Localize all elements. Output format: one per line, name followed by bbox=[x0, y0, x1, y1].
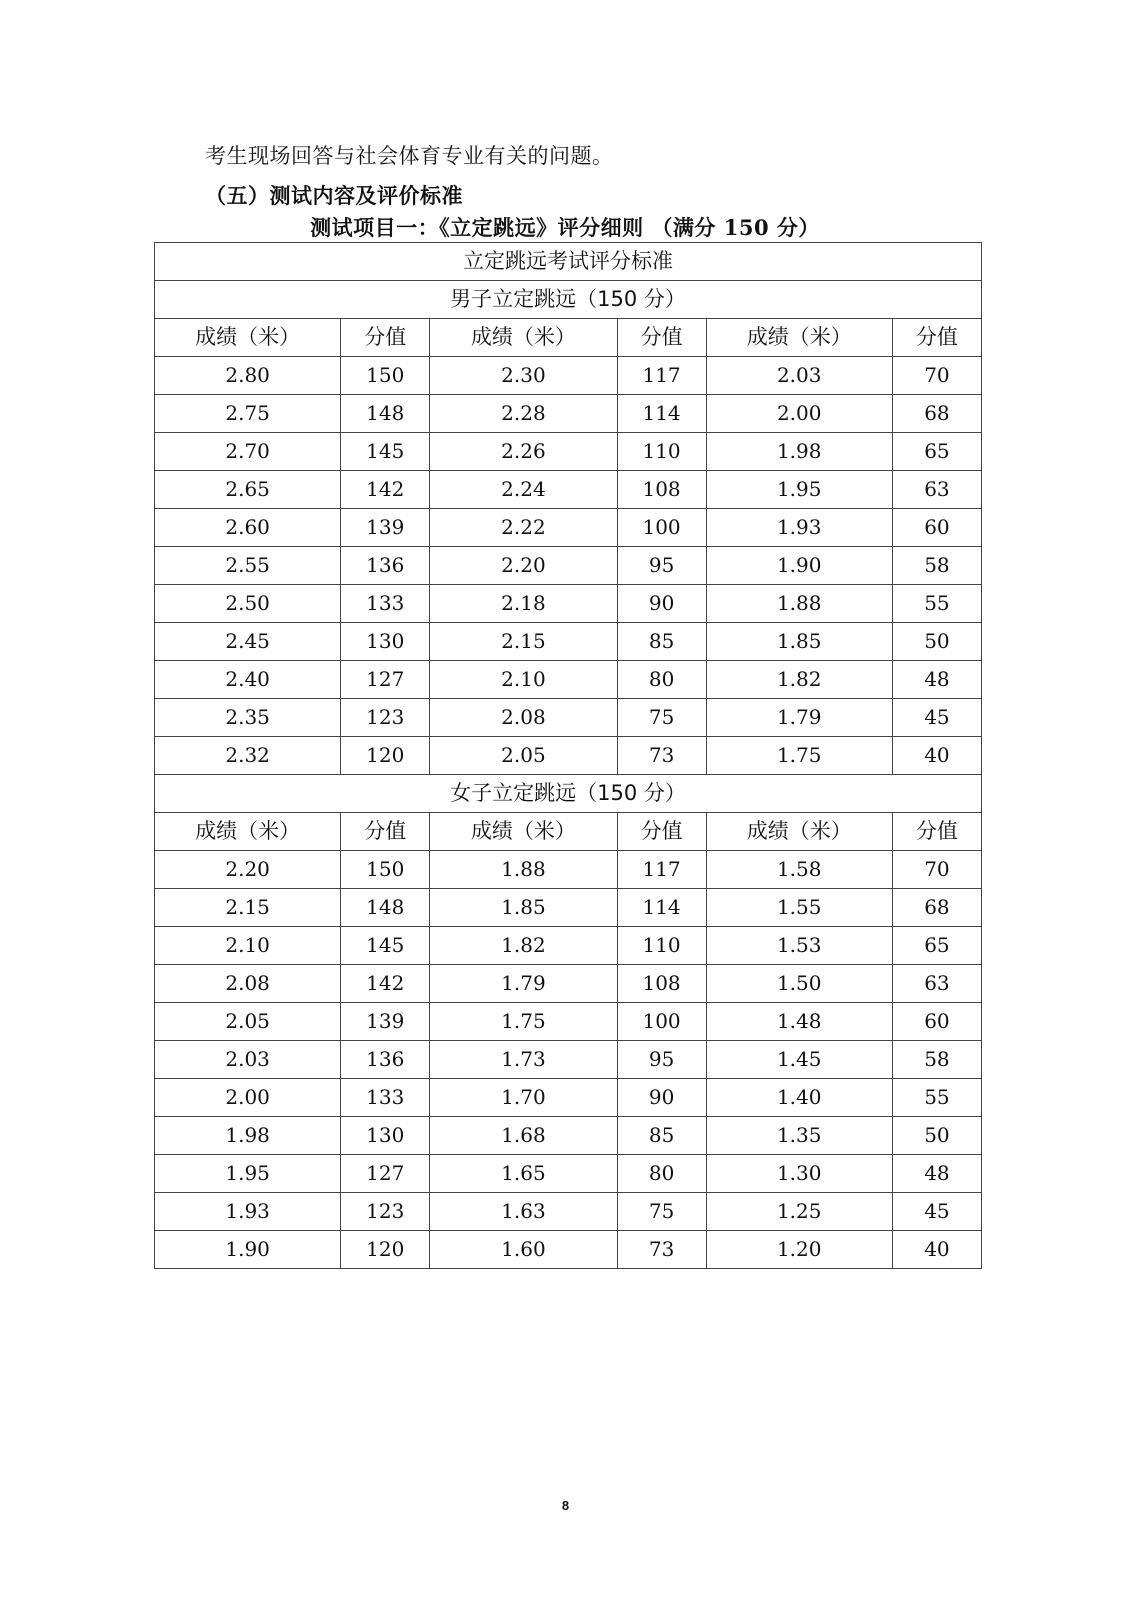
result-cell: 2.28 bbox=[430, 395, 617, 433]
score-cell: 68 bbox=[892, 889, 981, 927]
result-cell: 1.79 bbox=[430, 965, 617, 1003]
result-cell: 1.98 bbox=[706, 433, 892, 471]
column-header-row bbox=[155, 319, 982, 357]
result-cell: 1.48 bbox=[706, 1003, 892, 1041]
score-cell: 123 bbox=[341, 1193, 430, 1231]
result-cell: 2.45 bbox=[155, 623, 341, 661]
result-cell: 1.63 bbox=[430, 1193, 617, 1231]
score-cell: 108 bbox=[617, 471, 706, 509]
result-cell: 2.03 bbox=[706, 357, 892, 395]
score-cell: 95 bbox=[617, 1041, 706, 1079]
section-heading-row bbox=[155, 775, 982, 813]
score-cell: 80 bbox=[617, 661, 706, 699]
score-cell: 117 bbox=[617, 357, 706, 395]
column-header-score: 分值 bbox=[341, 813, 430, 851]
score-cell: 127 bbox=[341, 1155, 430, 1193]
score-cell: 68 bbox=[892, 395, 981, 433]
result-cell: 1.85 bbox=[706, 623, 892, 661]
result-cell: 2.05 bbox=[430, 737, 617, 775]
score-cell: 60 bbox=[892, 1003, 981, 1041]
table-row bbox=[155, 585, 982, 623]
section-heading: （五）测试内容及评价标准 bbox=[205, 183, 463, 208]
score-cell: 40 bbox=[892, 1231, 981, 1269]
column-header-result: 成绩（米） bbox=[155, 813, 341, 851]
result-cell: 2.10 bbox=[430, 661, 617, 699]
result-cell: 2.70 bbox=[155, 433, 341, 471]
section-heading-cell: 女子立定跳远（150 分） bbox=[155, 775, 982, 813]
score-cell: 95 bbox=[617, 547, 706, 585]
column-header-score: 分值 bbox=[617, 813, 706, 851]
score-cell: 133 bbox=[341, 585, 430, 623]
score-cell: 58 bbox=[892, 1041, 981, 1079]
result-cell: 2.55 bbox=[155, 547, 341, 585]
table-row bbox=[155, 471, 982, 509]
result-cell: 2.40 bbox=[155, 661, 341, 699]
result-cell: 1.90 bbox=[706, 547, 892, 585]
table-row bbox=[155, 661, 982, 699]
result-cell: 1.88 bbox=[706, 585, 892, 623]
score-cell: 142 bbox=[341, 471, 430, 509]
result-cell: 1.88 bbox=[430, 851, 617, 889]
score-cell: 100 bbox=[617, 1003, 706, 1041]
result-cell: 1.40 bbox=[706, 1079, 892, 1117]
score-cell: 150 bbox=[341, 851, 430, 889]
column-header-result: 成绩（米） bbox=[706, 319, 892, 357]
score-cell: 70 bbox=[892, 851, 981, 889]
result-cell: 1.82 bbox=[706, 661, 892, 699]
result-cell: 1.93 bbox=[706, 509, 892, 547]
result-cell: 1.45 bbox=[706, 1041, 892, 1079]
score-cell: 40 bbox=[892, 737, 981, 775]
score-cell: 70 bbox=[892, 357, 981, 395]
result-cell: 1.53 bbox=[706, 927, 892, 965]
score-table-body bbox=[155, 243, 982, 1269]
column-header-row bbox=[155, 813, 982, 851]
table-row bbox=[155, 965, 982, 1003]
result-cell: 1.58 bbox=[706, 851, 892, 889]
table-row bbox=[155, 433, 982, 471]
score-cell: 136 bbox=[341, 1041, 430, 1079]
result-cell: 2.26 bbox=[430, 433, 617, 471]
column-header-result: 成绩（米） bbox=[430, 319, 617, 357]
result-cell: 2.24 bbox=[430, 471, 617, 509]
result-cell: 2.10 bbox=[155, 927, 341, 965]
column-header-score: 分值 bbox=[892, 813, 981, 851]
result-cell: 1.95 bbox=[155, 1155, 341, 1193]
score-cell: 50 bbox=[892, 1117, 981, 1155]
intro-paragraph: 考生现场回答与社会体育专业有关的问题。 bbox=[205, 144, 614, 168]
result-cell: 2.30 bbox=[430, 357, 617, 395]
result-cell: 2.50 bbox=[155, 585, 341, 623]
score-cell: 63 bbox=[892, 965, 981, 1003]
table-row bbox=[155, 509, 982, 547]
result-cell: 2.05 bbox=[155, 1003, 341, 1041]
result-cell: 1.82 bbox=[430, 927, 617, 965]
table-title: 立定跳远考试评分标准 bbox=[155, 243, 982, 281]
result-cell: 2.80 bbox=[155, 357, 341, 395]
score-cell: 58 bbox=[892, 547, 981, 585]
table-row bbox=[155, 547, 982, 585]
column-header-result: 成绩（米） bbox=[430, 813, 617, 851]
result-cell: 1.30 bbox=[706, 1155, 892, 1193]
table-row bbox=[155, 1041, 982, 1079]
page-number: 8 bbox=[561, 1498, 570, 1513]
result-cell: 2.75 bbox=[155, 395, 341, 433]
score-cell: 130 bbox=[341, 623, 430, 661]
table-row bbox=[155, 1003, 982, 1041]
result-cell: 1.73 bbox=[430, 1041, 617, 1079]
score-cell: 133 bbox=[341, 1079, 430, 1117]
result-cell: 2.00 bbox=[155, 1079, 341, 1117]
score-cell: 100 bbox=[617, 509, 706, 547]
score-cell: 73 bbox=[617, 737, 706, 775]
score-cell: 123 bbox=[341, 699, 430, 737]
score-cell: 65 bbox=[892, 927, 981, 965]
score-cell: 114 bbox=[617, 395, 706, 433]
score-cell: 90 bbox=[617, 1079, 706, 1117]
score-cell: 142 bbox=[341, 965, 430, 1003]
table-row bbox=[155, 1193, 982, 1231]
score-cell: 139 bbox=[341, 1003, 430, 1041]
score-cell: 120 bbox=[341, 737, 430, 775]
table-row bbox=[155, 1079, 982, 1117]
score-cell: 75 bbox=[617, 699, 706, 737]
score-cell: 85 bbox=[617, 623, 706, 661]
result-cell: 2.32 bbox=[155, 737, 341, 775]
score-cell: 65 bbox=[892, 433, 981, 471]
score-cell: 50 bbox=[892, 623, 981, 661]
score-cell: 60 bbox=[892, 509, 981, 547]
result-cell: 2.15 bbox=[155, 889, 341, 927]
score-cell: 108 bbox=[617, 965, 706, 1003]
table-row bbox=[155, 1117, 982, 1155]
result-cell: 1.50 bbox=[706, 965, 892, 1003]
score-cell: 120 bbox=[341, 1231, 430, 1269]
result-cell: 1.75 bbox=[706, 737, 892, 775]
result-cell: 2.08 bbox=[430, 699, 617, 737]
score-cell: 45 bbox=[892, 1193, 981, 1231]
result-cell: 2.20 bbox=[155, 851, 341, 889]
result-cell: 1.35 bbox=[706, 1117, 892, 1155]
score-cell: 90 bbox=[617, 585, 706, 623]
section-heading-cell: 男子立定跳远（150 分） bbox=[155, 281, 982, 319]
score-cell: 80 bbox=[617, 1155, 706, 1193]
table-row bbox=[155, 1155, 982, 1193]
column-header-result: 成绩（米） bbox=[155, 319, 341, 357]
result-cell: 2.15 bbox=[430, 623, 617, 661]
score-cell: 55 bbox=[892, 1079, 981, 1117]
column-header-score: 分值 bbox=[617, 319, 706, 357]
result-cell: 2.18 bbox=[430, 585, 617, 623]
result-cell: 2.65 bbox=[155, 471, 341, 509]
score-cell: 127 bbox=[341, 661, 430, 699]
column-header-result: 成绩（米） bbox=[706, 813, 892, 851]
result-cell: 1.20 bbox=[706, 1231, 892, 1269]
score-cell: 45 bbox=[892, 699, 981, 737]
score-cell: 55 bbox=[892, 585, 981, 623]
score-cell: 136 bbox=[341, 547, 430, 585]
result-cell: 1.75 bbox=[430, 1003, 617, 1041]
score-cell: 73 bbox=[617, 1231, 706, 1269]
score-cell: 75 bbox=[617, 1193, 706, 1231]
score-cell: 48 bbox=[892, 1155, 981, 1193]
score-cell: 145 bbox=[341, 927, 430, 965]
table-row bbox=[155, 927, 982, 965]
column-header-score: 分值 bbox=[892, 319, 981, 357]
score-cell: 117 bbox=[617, 851, 706, 889]
score-cell: 145 bbox=[341, 433, 430, 471]
table-caption: 测试项目一：《立定跳远》评分细则 （满分 150 分） bbox=[310, 215, 820, 240]
score-cell: 110 bbox=[617, 433, 706, 471]
score-cell: 48 bbox=[892, 661, 981, 699]
table-row bbox=[155, 851, 982, 889]
score-cell: 110 bbox=[617, 927, 706, 965]
result-cell: 1.93 bbox=[155, 1193, 341, 1231]
result-cell: 1.25 bbox=[706, 1193, 892, 1231]
score-cell: 63 bbox=[892, 471, 981, 509]
table-row bbox=[155, 1231, 982, 1269]
score-cell: 139 bbox=[341, 509, 430, 547]
result-cell: 1.95 bbox=[706, 471, 892, 509]
column-header-score: 分值 bbox=[341, 319, 430, 357]
result-cell: 2.22 bbox=[430, 509, 617, 547]
score-cell: 114 bbox=[617, 889, 706, 927]
result-cell: 1.70 bbox=[430, 1079, 617, 1117]
result-cell: 2.20 bbox=[430, 547, 617, 585]
result-cell: 1.60 bbox=[430, 1231, 617, 1269]
result-cell: 2.60 bbox=[155, 509, 341, 547]
score-table bbox=[154, 242, 982, 1269]
table-row bbox=[155, 623, 982, 661]
score-cell: 130 bbox=[341, 1117, 430, 1155]
table-row bbox=[155, 737, 982, 775]
section-heading-row bbox=[155, 281, 982, 319]
result-cell: 1.90 bbox=[155, 1231, 341, 1269]
score-cell: 148 bbox=[341, 395, 430, 433]
score-cell: 85 bbox=[617, 1117, 706, 1155]
result-cell: 2.35 bbox=[155, 699, 341, 737]
result-cell: 1.65 bbox=[430, 1155, 617, 1193]
table-row bbox=[155, 395, 982, 433]
result-cell: 1.98 bbox=[155, 1117, 341, 1155]
table-row bbox=[155, 889, 982, 927]
result-cell: 2.08 bbox=[155, 965, 341, 1003]
score-cell: 150 bbox=[341, 357, 430, 395]
result-cell: 2.03 bbox=[155, 1041, 341, 1079]
result-cell: 1.79 bbox=[706, 699, 892, 737]
table-row bbox=[155, 699, 982, 737]
table-row bbox=[155, 357, 982, 395]
result-cell: 1.55 bbox=[706, 889, 892, 927]
result-cell: 1.85 bbox=[430, 889, 617, 927]
result-cell: 1.68 bbox=[430, 1117, 617, 1155]
table-title-row bbox=[155, 243, 982, 281]
result-cell: 2.00 bbox=[706, 395, 892, 433]
score-cell: 148 bbox=[341, 889, 430, 927]
